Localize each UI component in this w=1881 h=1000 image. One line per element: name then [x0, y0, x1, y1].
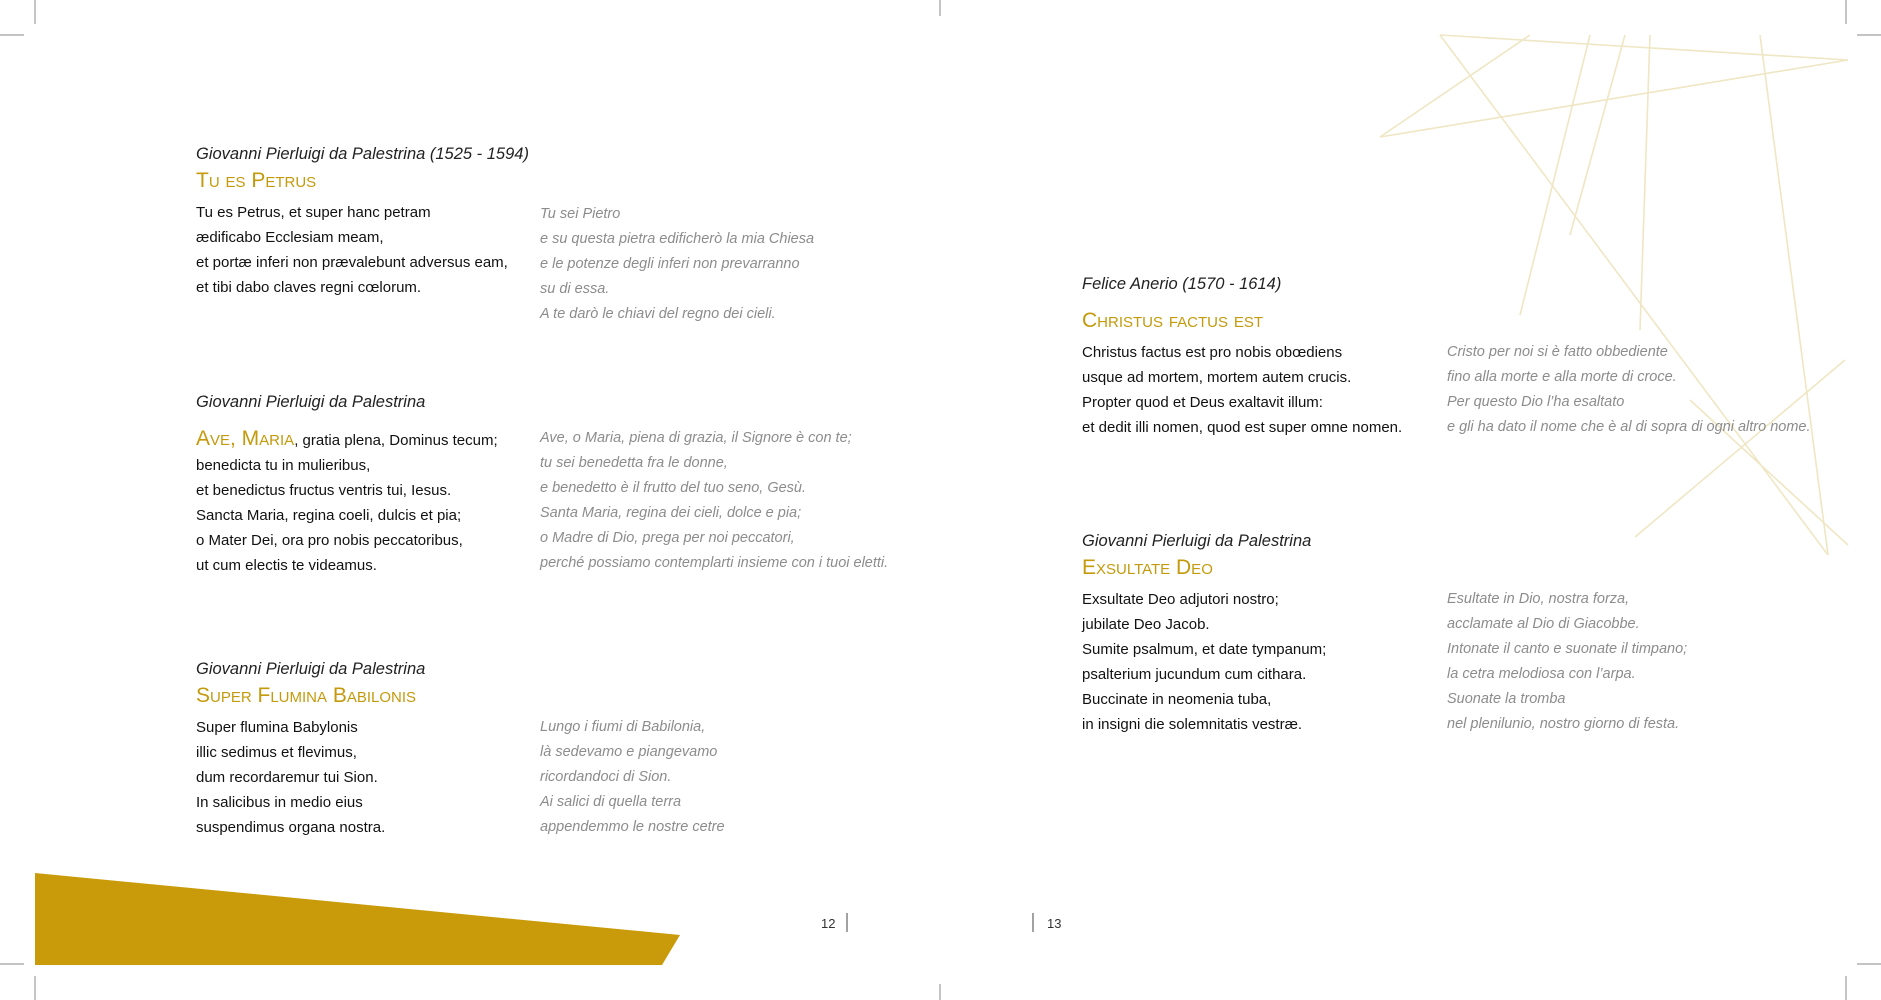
latin-text	[196, 715, 385, 840]
translation-line: ricordandoci di Sion.	[540, 769, 672, 785]
translation-line: e gli ha dato il nome che è al di sopra di ogni altro nome.	[1447, 419, 1811, 435]
latin-text	[196, 200, 508, 300]
latin-line: Sumite psalmum, et date tympanum;	[1082, 641, 1327, 658]
translation-line: e le potenze degli inferi non prevarranno	[540, 256, 800, 272]
latin-text	[1082, 340, 1402, 440]
latin-line: o Mater Dei, ora pro nobis peccatoribus,	[196, 532, 463, 549]
translation-line: fino alla morte e alla morte di croce.	[1447, 369, 1677, 385]
latin-line: psalterium jucundum cum cithara.	[1082, 666, 1307, 683]
translation-line: appendemmo le nostre cetre	[540, 819, 725, 835]
latin-line: et portæ inferi non prævalebunt adversus eam,	[196, 254, 508, 271]
composer-name: Giovanni Pierluigi da Palestrina (1525 - 1594)	[196, 145, 529, 163]
thin-gold-lines	[1380, 35, 1848, 555]
latin-line: suspendimus organa nostra.	[196, 819, 386, 836]
translation-line: Cristo per noi si è fatto obbediente	[1447, 344, 1668, 360]
translation-line: Lungo i fiumi di Babilonia,	[540, 719, 706, 735]
translation-line: Ai salici di quella terra	[540, 794, 682, 810]
latin-text	[1082, 587, 1326, 737]
italian-translation	[540, 426, 888, 576]
piece-title: Tu es Petrus	[196, 169, 317, 192]
translation-line: o Madre di Dio, prega per noi peccatori,	[540, 530, 795, 546]
latin-line: Propter quod et Deus exaltavit illum:	[1082, 394, 1323, 411]
latin-line: jubilate Deo Jacob.	[1082, 616, 1210, 633]
latin-line: Exsultate Deo adjutori nostro;	[1082, 591, 1279, 608]
latin-line: dum recordaremur tui Sion.	[196, 769, 378, 786]
composer-name: Felice Anerio (1570 - 1614)	[1082, 275, 1282, 293]
latin-line: Christus factus est pro nobis obœdiens	[1082, 344, 1343, 361]
italian-translation	[1447, 340, 1811, 440]
translation-line: là sedevamo e piangevamo	[540, 744, 718, 760]
page-number-separators	[847, 913, 1033, 932]
latin-line: benedicta tu in mulieribus,	[196, 457, 371, 474]
piece-ave-maria	[196, 392, 889, 574]
latin-line: usque ad mortem, mortem autem crucis.	[1082, 369, 1352, 386]
translation-line: perché possiamo contemplarti insieme con i tuoi eletti.	[540, 555, 889, 571]
translation-line: Ave, o Maria, piena di grazia, il Signore è con te;	[540, 430, 852, 446]
page-number-left: 12	[821, 916, 836, 931]
translation-line: acclamate al Dio di Giacobbe.	[1447, 616, 1640, 632]
latin-line: In salicibus in medio eius	[196, 794, 363, 811]
composer-name: Giovanni Pierluigi da Palestrina	[196, 393, 426, 411]
latin-line: ædificabo Ecclesiam meam,	[196, 229, 384, 246]
piece-exsultate-deo	[1082, 531, 1688, 733]
latin-line: et benedictus fructus ventris tui, Iesus.	[196, 482, 452, 499]
italian-translation	[540, 202, 814, 327]
piece-title: Ave, Maria	[196, 427, 295, 450]
composer-name: Giovanni Pierluigi da Palestrina	[196, 660, 426, 678]
translation-line: Intonate il canto e suonate il timpano;	[1447, 641, 1688, 657]
latin-text	[196, 426, 498, 578]
translation-line: su di essa.	[540, 281, 610, 297]
latin-line: ut cum electis te videamus.	[196, 557, 377, 574]
page-number-right: 13	[1047, 916, 1062, 931]
translation-line: nel plenilunio, nostro giorno di festa.	[1447, 716, 1680, 732]
italian-translation	[1447, 587, 1687, 737]
latin-line: et dedit illi nomen, quod est super omne nomen.	[1082, 419, 1403, 436]
piece-christus-factus-est	[1082, 274, 1811, 436]
translation-line: tu sei benedetta fra le donne,	[540, 455, 728, 471]
translation-line: Tu sei Pietro	[540, 206, 621, 222]
composer-name: Giovanni Pierluigi da Palestrina	[1082, 532, 1312, 550]
piece-title: Exsultate Deo	[1082, 556, 1213, 579]
latin-line: et tibi dabo claves regni cœlorum.	[196, 279, 422, 296]
latin-line: in insigni die solemnitatis vestræ.	[1082, 716, 1303, 733]
piece-title: Christus factus est	[1082, 309, 1264, 332]
piece-title: Super Flumina Babilonis	[196, 684, 417, 707]
translation-line: e benedetto è il frutto del tuo seno, Gesù.	[540, 480, 807, 496]
gold-band	[35, 873, 680, 965]
piece-super-flumina	[196, 659, 725, 836]
latin-line: Tu es Petrus, et super hanc petram	[196, 204, 431, 221]
latin-line: illic sedimus et flevimus,	[196, 744, 357, 761]
latin-line: Sancta Maria, regina coeli, dulcis et pia;	[196, 507, 462, 524]
translation-line: Suonate la tromba	[1447, 691, 1566, 707]
translation-line: la cetra melodiosa con l’arpa.	[1447, 666, 1636, 682]
latin-line: Super flumina Babylonis	[196, 719, 358, 736]
italian-translation	[540, 715, 725, 840]
piece-tu-es-petrus	[196, 144, 815, 322]
translation-line: Per questo Dio l’ha esaltato	[1447, 394, 1625, 410]
latin-line	[196, 426, 498, 453]
translation-line: Esultate in Dio, nostra forza,	[1447, 591, 1630, 607]
translation-line: A te darò le chiavi del regno dei cieli.	[540, 306, 776, 322]
latin-line: Buccinate in neomenia tuba,	[1082, 691, 1272, 708]
latin-line-rest: , gratia plena, Dominus tecum;	[294, 432, 498, 449]
translation-line: Santa Maria, regina dei cieli, dolce e pia;	[540, 505, 802, 521]
translation-line: e su questa pietra edificherò la mia Chiesa	[540, 231, 815, 247]
